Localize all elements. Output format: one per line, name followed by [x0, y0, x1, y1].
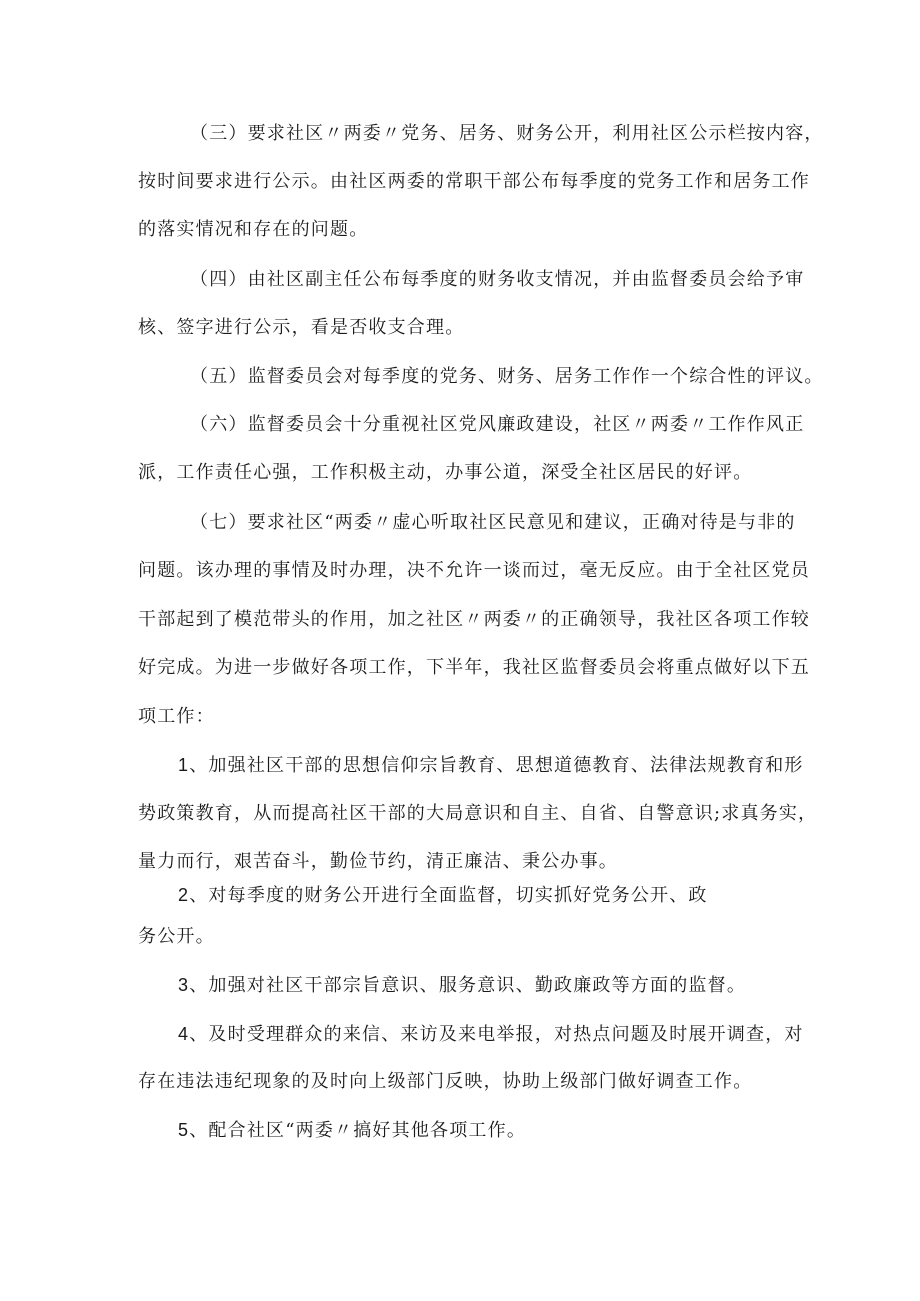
item4-number: 4	[178, 1024, 190, 1044]
item5-text: 、配合社区“两委〃搞好其他各项工作。	[189, 1120, 527, 1141]
para7-line5: 项工作：	[138, 706, 215, 727]
item3-line1	[178, 973, 746, 998]
item4-text: 、及时受理群众的来信、来访及来电举报，对热点问题及时展开调查，对	[189, 1024, 804, 1045]
item1-line3: 量力而行，艰苦奋斗，勤俭节约，清正廉洁、秉公办事。	[138, 851, 618, 872]
item2-line1	[178, 883, 708, 908]
para6-line1: （六）监督委员会十分重视社区党风廉政建设，社区〃两委〃工作作风正	[190, 414, 805, 435]
item5-line1	[178, 1118, 526, 1143]
para7-line3: 干部起到了模范带头的作用，加之社区〃两委〃的正确领导，我社区各项工作较	[138, 609, 810, 630]
para4-line1: （四）由社区副主任公布每季度的财务收支情况，并由监督委员会给予审	[190, 269, 805, 290]
item1-number: 1	[178, 755, 190, 775]
para7-line2: 问题。该办理的事情及时办理，决不允许一谈而过，毫无反应。由于全社区党员	[138, 560, 810, 581]
para7-line1: （七）要求社区“两委〃虚心听取社区民意见和建议，正确对待是与非的	[190, 512, 796, 533]
para6-line2: 派，工作责任心强，工作积极主动，办事公道，深受全社区居民的好评。	[138, 462, 753, 483]
item2-line2: 务公开。	[138, 926, 215, 947]
item1-line1	[178, 753, 804, 778]
item3-text: 、加强对社区干部宗旨意识、服务意识、勤政廉政等方面的监督。	[189, 975, 747, 996]
item2-text: 、对每季度的财务公开进行全面监督，切实抓好党务公开、政	[189, 885, 708, 906]
item4-line1	[178, 1022, 804, 1047]
para3-line3: 的落实情况和存在的问题。	[138, 219, 369, 240]
para4-line2: 核、签字进行公示，看是否收支合理。	[138, 317, 465, 338]
item4-line2: 存在违法违纪现象的及时向上级部门反映，协助上级部门做好调查工作。	[138, 1071, 753, 1092]
item1-line2: 势政策教育，从而提高社区干部的大局意识和自主、自省、自警意识;求真务实，	[138, 803, 818, 824]
para7-line4: 好完成。为进一步做好各项工作，下半年，我社区监督委员会将重点做好以下五	[138, 657, 810, 678]
item1-text: 、加强社区干部的思想信仰宗旨教育、思想道德教育、法律法规教育和形	[189, 755, 804, 776]
para3-line2: 按时间要求进行公示。由社区两委的常职干部公布每季度的党务工作和居务工作	[138, 171, 810, 192]
para5-line1: （五）监督委员会对每季度的党务、财务、居务工作作一个综合性的评议。	[190, 366, 824, 387]
item2-number: 2	[178, 885, 190, 905]
para3-line1: （三）要求社区〃两委〃党务、居务、财务公开，利用社区公示栏按内容，	[190, 123, 824, 144]
item5-number: 5	[178, 1120, 190, 1140]
item3-number: 3	[178, 975, 190, 995]
